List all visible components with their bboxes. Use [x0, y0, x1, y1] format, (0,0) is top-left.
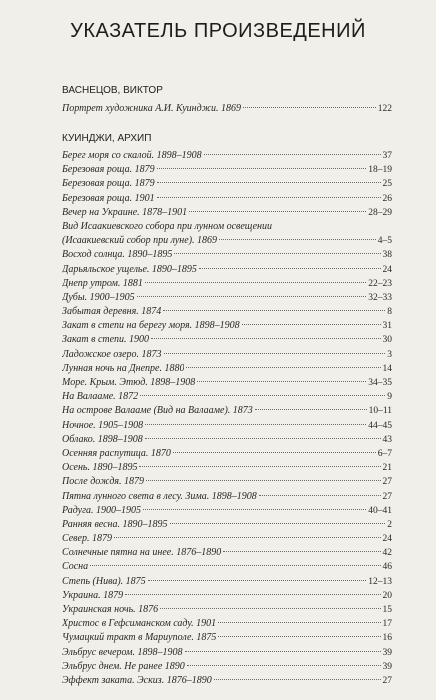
dot-leader [146, 480, 380, 481]
dot-leader [214, 679, 381, 680]
dot-leader [243, 107, 376, 108]
index-entry [62, 348, 392, 362]
entry-page: 22–23 [368, 278, 392, 289]
dot-leader [218, 636, 380, 637]
page-title: УКАЗАТЕЛЬ ПРОИЗВЕДЕНИЙ [70, 20, 366, 42]
index-entry [62, 192, 392, 206]
index-entry [62, 674, 392, 688]
section-kuindzhi [62, 131, 392, 688]
entry-page: 44–45 [368, 420, 392, 431]
index-entry [62, 102, 392, 116]
entry-page: 16 [382, 633, 392, 644]
index-entry [62, 419, 392, 433]
entry-title: Украинская ночь. 1876 [62, 604, 159, 616]
entry-title: Лунная ночь на Днепре. 1880 [62, 362, 185, 374]
index-entry [62, 177, 392, 191]
entry-title: Степь (Нива). 1875 [62, 575, 146, 587]
entry-page: 9 [387, 392, 392, 403]
entry-title: Дубы. 1900–1905 [62, 291, 135, 303]
dot-leader [145, 438, 381, 439]
dot-leader [197, 381, 366, 382]
index-entry [62, 291, 392, 305]
dot-leader [259, 495, 381, 496]
index-entry [62, 532, 392, 546]
entry-page: 43 [382, 434, 392, 445]
entry-page: 38 [382, 250, 392, 261]
dot-leader [199, 268, 381, 269]
index-entry [62, 333, 392, 347]
entry-page: 39 [382, 647, 392, 658]
dot-leader [137, 296, 367, 297]
index-entry [62, 163, 392, 177]
entry-title: Вид Исаакиевского собора при лунном освещении [62, 220, 272, 232]
index-entry [62, 319, 392, 333]
entry-title: Эльбрус днем. Не ранее 1890 [62, 660, 185, 672]
dot-leader [204, 154, 381, 155]
dot-leader [151, 338, 380, 339]
entry-title: Осень. 1890–1895 [62, 462, 138, 474]
entry-page: 18–19 [368, 165, 392, 176]
section-heading: ВАСНЕЦОВ, ВИКТОР [62, 85, 163, 96]
dot-leader [157, 197, 381, 198]
entry-title: Закат в степи. 1900 [62, 334, 150, 346]
entry-page: 42 [382, 548, 392, 559]
entry-page: 30 [382, 335, 392, 346]
index-entry [62, 220, 392, 248]
entry-title: Пятна лунного света в лесу. Зима. 1898–1908 [62, 490, 257, 502]
entry-title: Восход солнца. 1890–1895 [62, 249, 173, 261]
entry-list [62, 149, 392, 688]
entry-title: Радуга. 1900–1905 [62, 504, 141, 516]
index-entry [62, 263, 392, 277]
entry-title: Эльбрус вечером. 1898–1908 [62, 646, 183, 658]
entry-page: 8 [387, 307, 392, 318]
entry-title: Березовая роща. 1879 [62, 164, 155, 176]
dot-leader [170, 523, 386, 524]
entry-page: 2 [387, 519, 392, 530]
entry-title: Христос в Гефсиманском саду. 1901 [62, 618, 217, 630]
index-entry [62, 603, 392, 617]
entry-page: 32–33 [368, 292, 392, 303]
index-entry [62, 376, 392, 390]
dot-leader [223, 551, 380, 552]
dot-leader [185, 651, 381, 652]
entry-page: 4–5 [377, 236, 392, 247]
entry-title: Берег моря со скалой. 1898–1908 [62, 150, 202, 161]
entry-title: Украина. 1879 [62, 589, 124, 601]
entry-page: 46 [382, 562, 392, 573]
entry-title: Вечер на Украине. 1878–1901 [62, 206, 188, 218]
index-entry [62, 575, 392, 589]
dot-leader [164, 353, 386, 354]
entry-title: Эффект заката. Эскиз. 1876–1890 [62, 674, 212, 686]
index-entry [62, 277, 392, 291]
entry-title: Ночное. 1905–1908 [62, 419, 144, 431]
entry-page: 21 [382, 463, 392, 474]
entry-page: 27 [382, 477, 392, 488]
entry-title: Закат в степи на берегу моря. 1898–1908 [62, 320, 240, 332]
entry-page: 10–11 [368, 406, 392, 417]
entry-title: Облако. 1898–1908 [62, 433, 143, 445]
index-entry [62, 518, 392, 532]
dot-leader [219, 239, 376, 240]
entry-page: 12–13 [368, 576, 392, 587]
index-entry [62, 475, 392, 489]
index-entry [62, 589, 392, 603]
dot-leader [157, 182, 381, 183]
entry-page: 40–41 [368, 505, 392, 516]
entry-title: Осенняя распутица. 1870 [62, 447, 171, 459]
entry-title: На острове Валааме (Вид на Валааме). 1873 [62, 405, 253, 417]
entry-page: 15 [382, 605, 392, 616]
entry-page: 37 [382, 151, 392, 161]
index-entry [62, 504, 392, 518]
index-entry [62, 305, 392, 319]
entry-page: 27 [382, 491, 392, 502]
entry-page: 17 [382, 619, 392, 630]
entry-title: Днепр утром. 1881 [62, 277, 143, 289]
index-entry [62, 248, 392, 262]
entry-page: 34–35 [368, 378, 392, 389]
entry-title: Море. Крым. Этюд. 1898–1908 [62, 377, 196, 389]
entry-title: Ранняя весна. 1890–1895 [62, 518, 168, 530]
index-entry [62, 149, 392, 163]
index-entry [62, 404, 392, 418]
entry-title: Портрет художника А.И. Куинджи. 1869 [62, 103, 241, 114]
entry-title: Дарьяльское ущелье. 1890–1895 [62, 263, 197, 275]
entry-title: Березовая роща. 1879 [62, 178, 155, 190]
entry-page: 25 [382, 179, 392, 190]
dot-leader [187, 665, 381, 666]
entry-page: 24 [382, 534, 392, 545]
section-vasnetsov [62, 83, 392, 116]
index-entry [62, 433, 392, 447]
dot-leader [125, 594, 380, 595]
dot-leader [163, 310, 385, 311]
entry-page: 14 [382, 363, 392, 374]
entry-title: Забытая деревня. 1874 [62, 306, 162, 318]
dot-leader [173, 452, 376, 453]
entry-page: 27 [382, 675, 392, 686]
index-entry [62, 546, 392, 560]
index-entry [62, 560, 392, 574]
dot-leader [145, 424, 366, 425]
index-entry [62, 660, 392, 674]
dot-leader [186, 367, 380, 368]
entry-title: На Валааме. 1872 [62, 391, 139, 403]
dot-leader [157, 168, 367, 169]
entry-page: 6–7 [377, 448, 392, 459]
entry-title: Ладожское озеро. 1873 [62, 348, 162, 360]
dot-leader [143, 509, 366, 510]
entry-title: Березовая роща. 1901 [62, 192, 155, 204]
entry-page: 122 [377, 104, 392, 114]
entry-title: Чумацкий тракт в Мариуполе. 1875 [62, 632, 217, 644]
dot-leader [140, 395, 385, 396]
entry-page: 3 [387, 349, 392, 360]
entry-title: Сосна [62, 561, 89, 573]
dot-leader [139, 466, 380, 467]
dot-leader [255, 409, 367, 410]
dot-leader [242, 324, 381, 325]
entry-page: 39 [382, 661, 392, 672]
entry-page: 28–29 [368, 207, 392, 218]
entry-page: 24 [382, 264, 392, 275]
entry-title: Север. 1879 [62, 533, 112, 545]
dot-leader [148, 580, 367, 581]
entry-page: 26 [382, 193, 392, 204]
dot-leader [145, 282, 366, 283]
entry-title: После дождя. 1879 [62, 476, 145, 488]
dot-leader [160, 608, 380, 609]
section-heading: КУИНДЖИ, АРХИП [62, 133, 152, 144]
index-entry [62, 461, 392, 475]
index-entry [62, 447, 392, 461]
index-entry [62, 631, 392, 645]
dot-leader [114, 537, 381, 538]
index-entry [62, 490, 392, 504]
index-entry [62, 617, 392, 631]
dot-leader [90, 565, 380, 566]
entry-title: Солнечные пятна на инее. 1876–1890 [62, 547, 222, 559]
entry-page: 20 [382, 590, 392, 601]
dot-leader [189, 211, 366, 212]
index-entry [62, 646, 392, 660]
entry-line [62, 234, 392, 248]
index-entry [62, 390, 392, 404]
entry-title-continued: (Исаакиевский собор при луне). 1869 [62, 235, 218, 247]
entry-page: 31 [382, 321, 392, 332]
index-entry [62, 206, 392, 220]
dot-leader [174, 253, 380, 254]
dot-leader [218, 622, 380, 623]
index-entry [62, 362, 392, 376]
